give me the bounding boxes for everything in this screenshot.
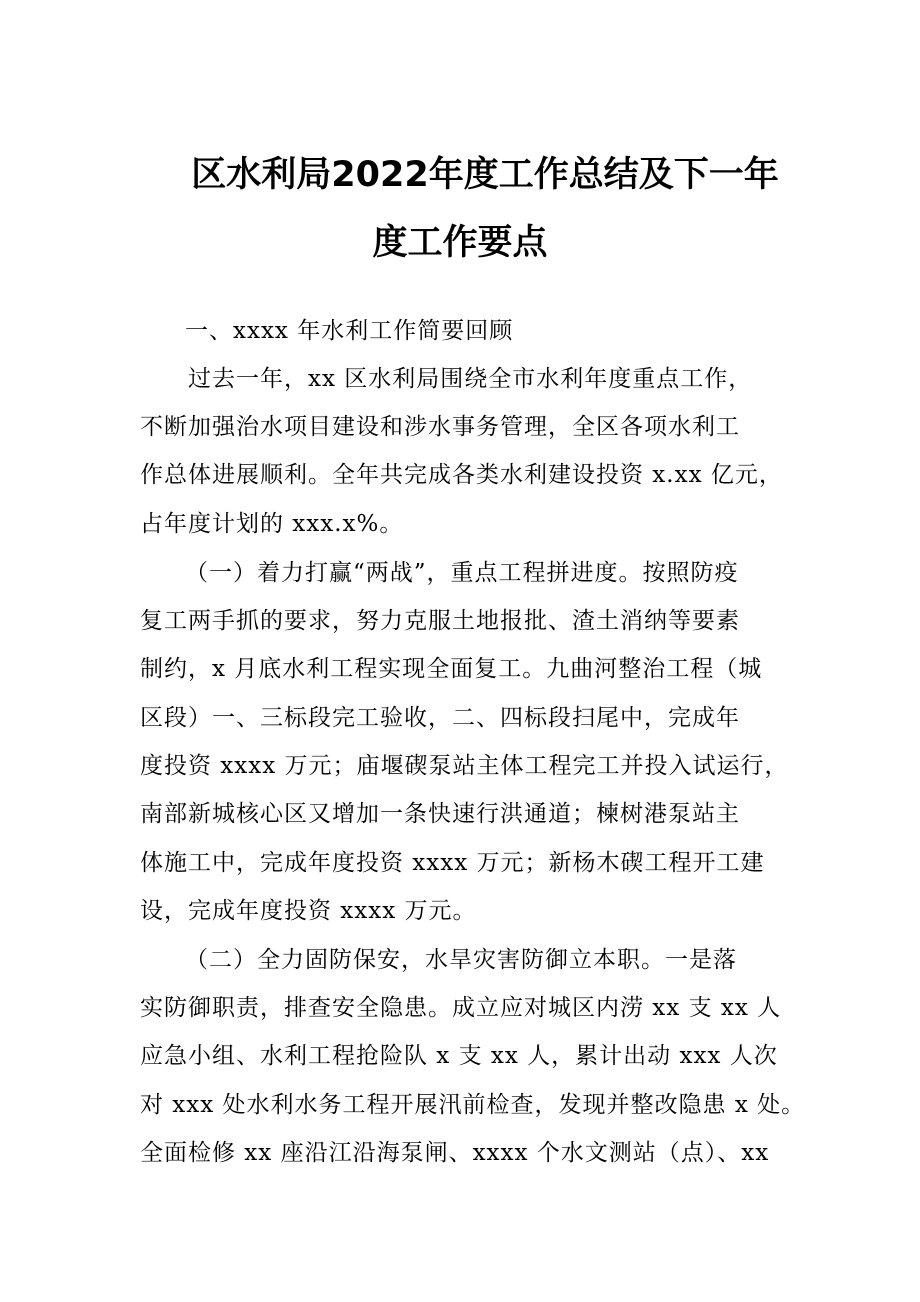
paragraph-line: 体施工中，完成年度投资 xxxx 万元；新杨木碶工程开工建 [140, 850, 765, 876]
section-heading: 一、xxxx 年水利工作简要回顾 [185, 318, 514, 344]
paragraph-line: 区段）一、三标段完工验收，二、四标段扫尾中，完成年 [140, 705, 740, 731]
paragraph-line: 复工两手抓的要求，努力克服土地报批、渣土消纳等要素 [140, 608, 740, 634]
paragraph-line: 占年度计划的 xxx.x%。 [140, 511, 404, 537]
paragraph-line: 对 xxx 处水利水务工程开展汛前检查，发现并整改隐患 x 处。 [140, 1092, 806, 1118]
paragraph-line: 设，完成年度投资 xxxx 万元。 [140, 898, 477, 924]
paragraph-line: 实防御职责，排查安全隐患。成立应对城区内涝 xx 支 xx 人 [140, 995, 782, 1021]
document-title-line-2: 度工作要点 [372, 223, 548, 263]
paragraph-line: 应急小组、水利工程抢险队 x 支 xx 人，累计出动 xxx 人次 [140, 1043, 778, 1069]
subsection-paragraph-line: （二）全力固防保安，水旱灾害防御立本职。一是落 [185, 947, 737, 973]
paragraph-line: 全面检修 xx 座沿江沿海泵闸、xxxx 个水文测站（点）、xx [140, 1140, 770, 1166]
paragraph-line: 作总体进展顺利。全年共完成各类水利建设投资 x.xx 亿元， [140, 462, 783, 488]
paragraph-line: 度投资 xxxx 万元；庙堰碶泵站主体工程完工并投入试运行， [140, 753, 789, 779]
paragraph-line: 南部新城核心区又增加一条快速行洪通道；楝树港泵站主 [140, 801, 740, 827]
paragraph-line: 制约，x 月底水利工程实现全面复工。九曲河整治工程（城 [140, 656, 763, 682]
paragraph-line: 过去一年，xx 区水利局围绕全市水利年度重点工作， [188, 366, 753, 392]
document-title-line-1: 区水利局2022年度工作总结及下一年 [191, 155, 779, 195]
paragraph-line: 不断加强治水项目建设和涉水事务管理，全区各项水利工 [140, 414, 740, 440]
subsection-paragraph-line: （一）着力打赢“两战”，重点工程拼进度。按照防疫 [185, 560, 739, 586]
